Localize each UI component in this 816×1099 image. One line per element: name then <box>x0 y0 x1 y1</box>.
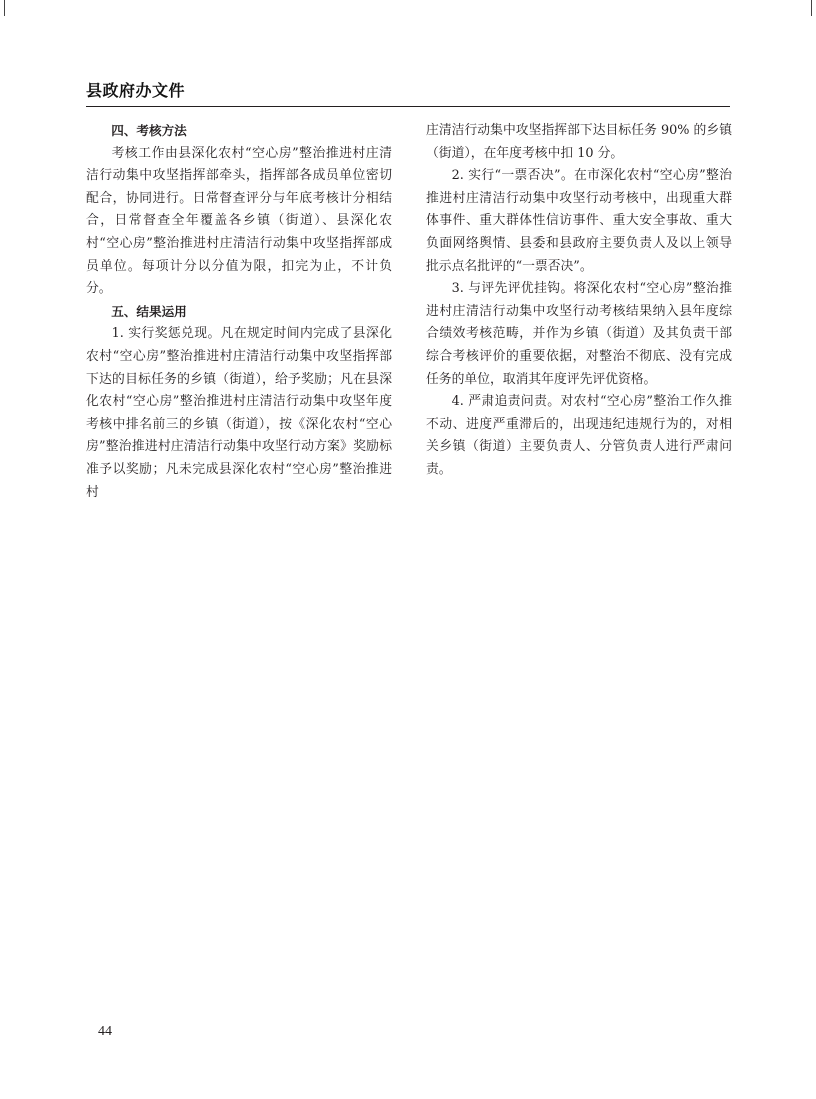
right-column <box>426 120 732 482</box>
section-heading-result-application: 五、结果运用 <box>111 303 187 319</box>
accountability-paragraph: 4. 严肃追责问责。对农村“空心房”整治工作久推不动、进度严重滞后的，出现违纪违规行为的，对相关乡镇（街道）主要负责人、分管负责人进行严肃问责。 <box>426 394 732 477</box>
assessment-method-paragraph: 考核工作由县深化农村“空心房”整治推进村庄清洁行动集中攻坚指挥部牵头，指挥部各成员单位密切配合，协同进行。日常督查评分与年底考核计分相结合，日常督查全年覆盖各乡镇（街道）、县深化农村“空心房”整治推进村庄清洁行动集中攻坚指挥部成员单位。每项计分以分值为限，扣完为止，不计负分。 <box>86 145 392 297</box>
crop-mark-right <box>811 0 812 16</box>
page-header <box>86 78 730 107</box>
evaluation-link-paragraph: 3. 与评先评优挂钩。将深化农村“空心房”整治推进村庄清洁行动集中攻坚行动考核结果纳入县年度综合绩效考核范畴，并作为乡镇（街道）及其负责干部综合考核评价的重要依据，对整治不彻底、没有完成任务的单位，取消其年度评先评优资格。 <box>426 281 732 387</box>
one-vote-veto-paragraph: 2. 实行“一票否决”。在市深化农村“空心房”整治推进村庄清洁行动集中攻坚行动考核中，出现重大群体事件、重大群体性信访事件、重大安全事故、重大负面网络舆情、县委和县政府主要负责人及以上领导批示点名批评的“一票否决”。 <box>426 168 732 274</box>
reward-punishment-paragraph: 1. 实行奖惩兑现。凡在规定时间内完成了县深化农村“空心房”整治推进村庄清洁行动集中攻坚指挥部下达的目标任务的乡镇（街道），给予奖励；凡在县深化农村“空心房”整治推进村庄清洁行动集中攻坚年度考核中排名前三的乡镇（街道），按《深化农村“空心房”整治推进村庄清洁行动集中攻坚行动方案》奖励标准予以奖励；凡未完成县深化农村“空心房”整治推进村 <box>86 326 392 500</box>
left-column <box>86 120 392 504</box>
page-number: 44 <box>98 1024 112 1039</box>
reward-punishment-continuation: 庄清洁行动集中攻坚指挥部下达目标任务 90% 的乡镇（街道），在年度考核中扣 10 分。 <box>426 123 732 161</box>
crop-mark-left <box>4 0 5 16</box>
header-title: 县政府办文件 <box>86 81 186 100</box>
section-heading-assessment-method: 四、考核方法 <box>111 123 187 138</box>
